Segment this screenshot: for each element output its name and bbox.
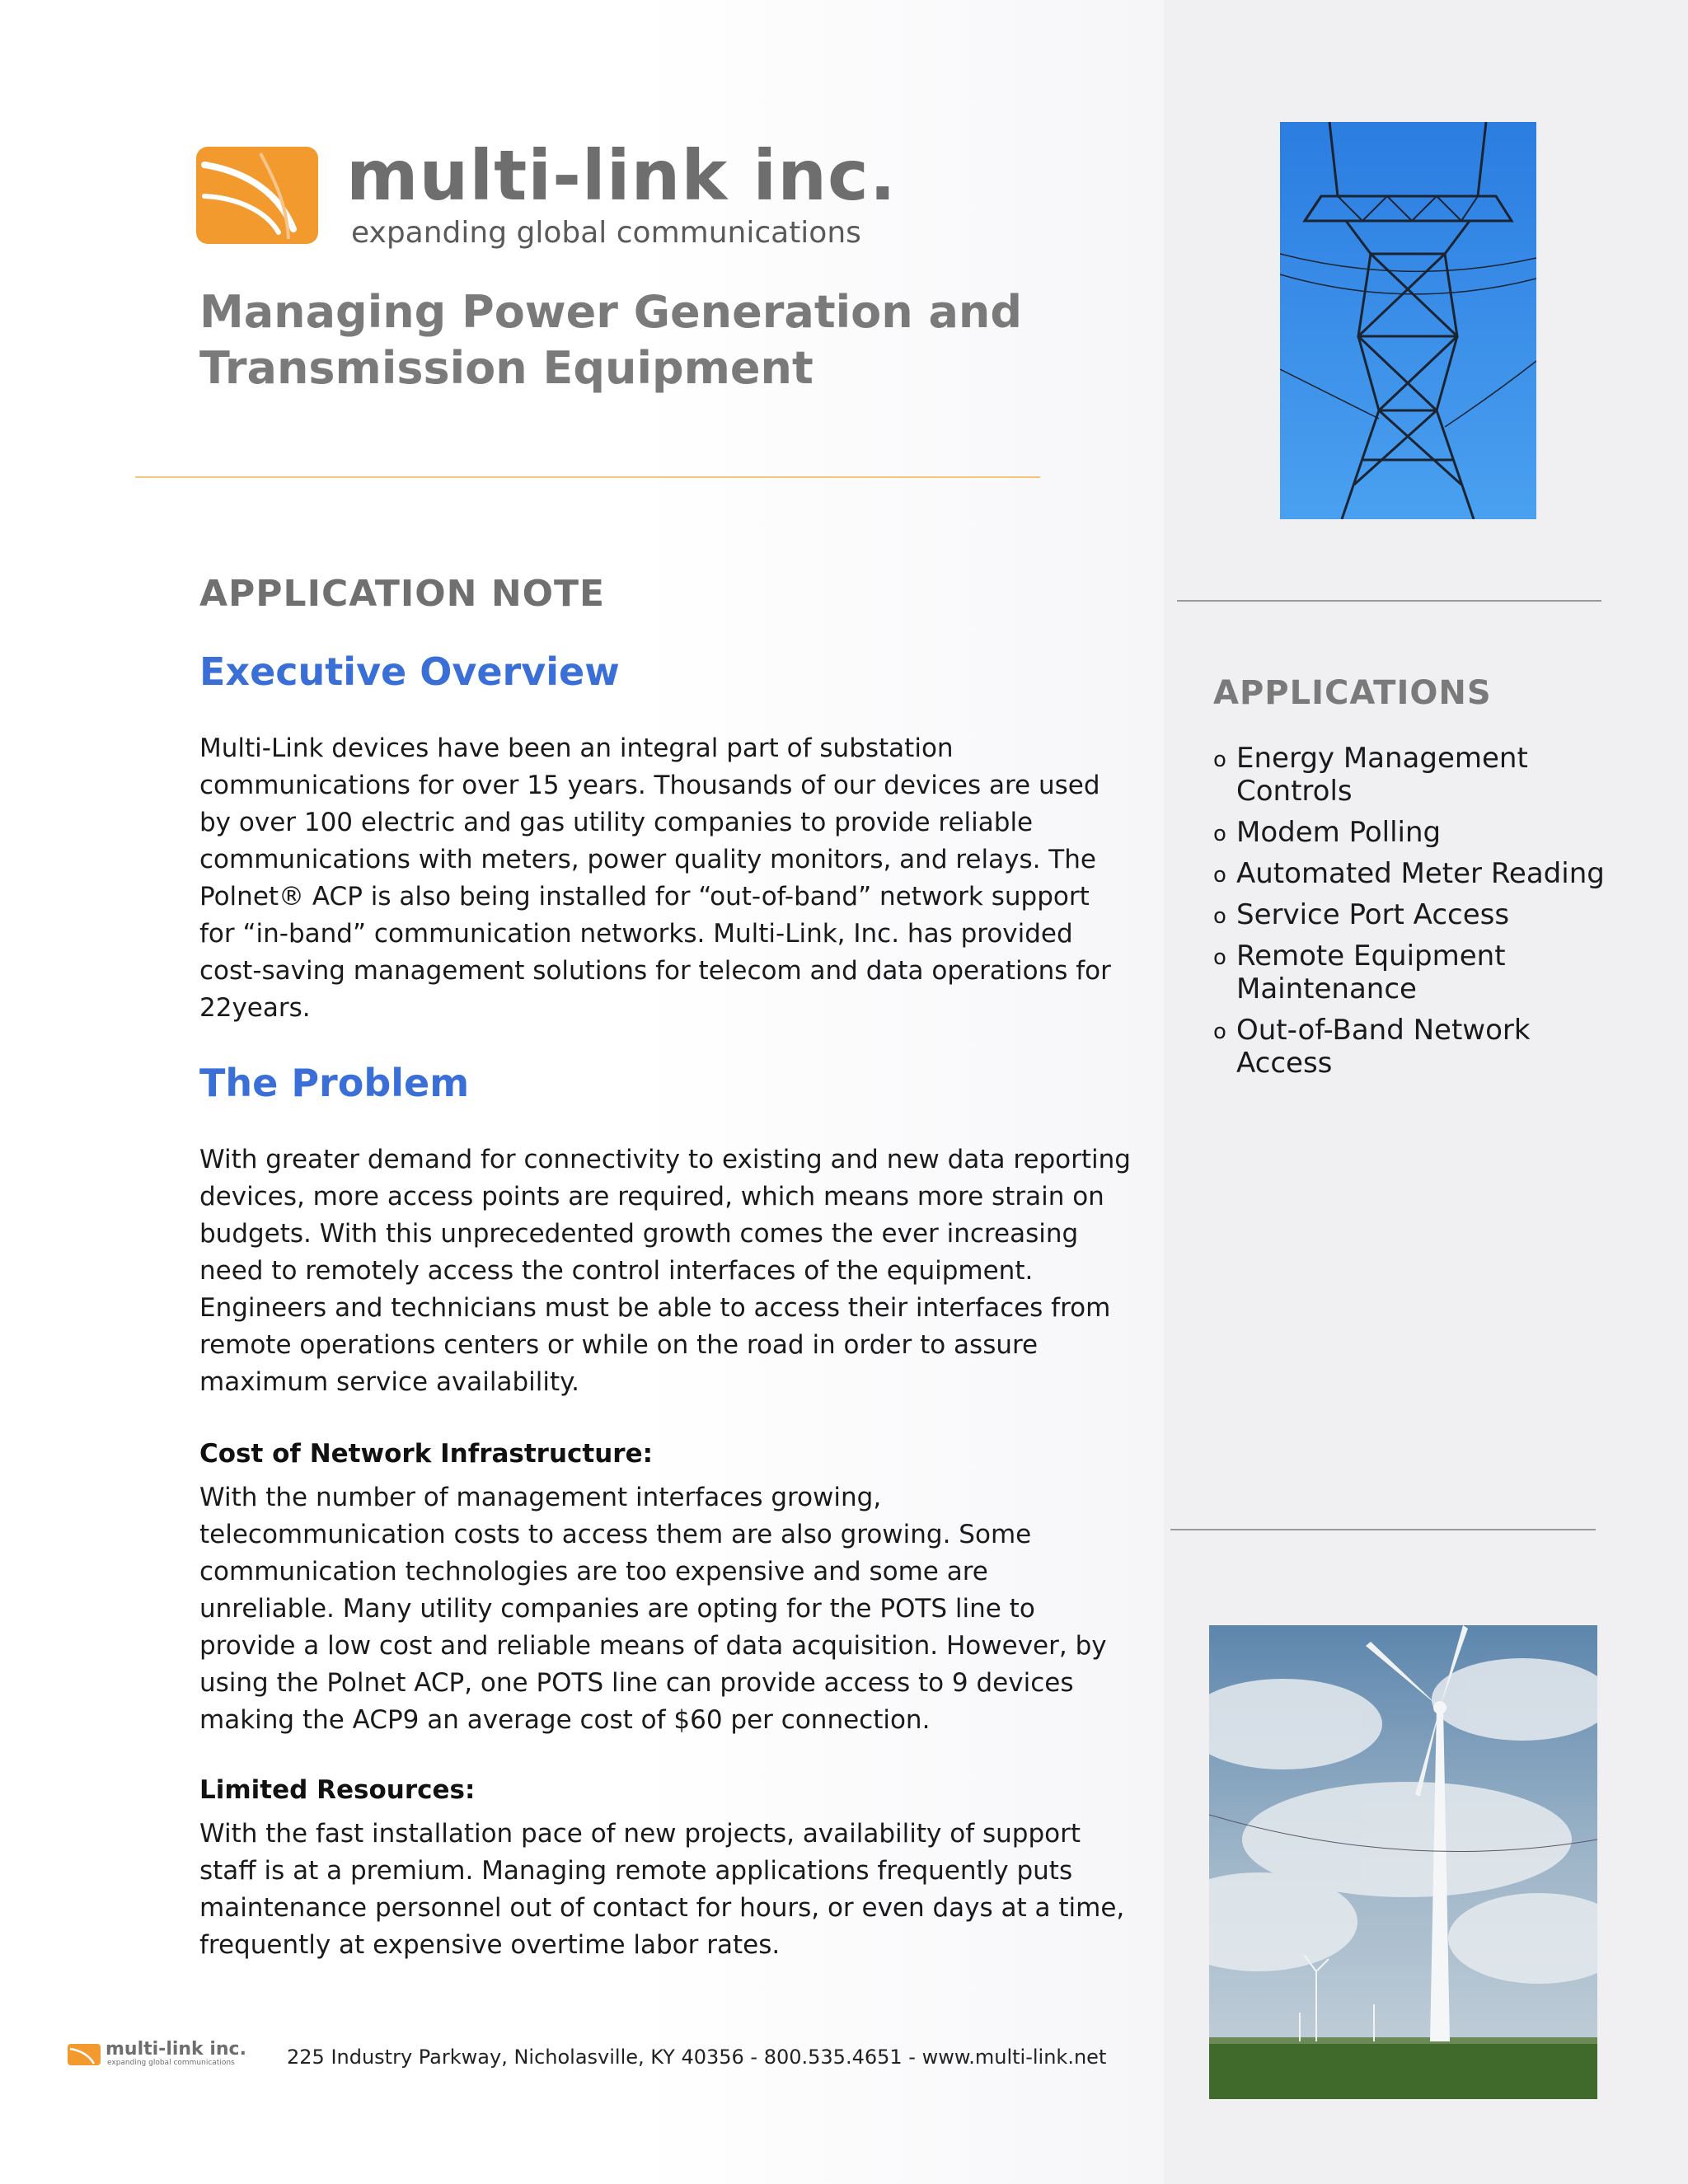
list-item: o Remote Equipment Maintenance (1213, 940, 1506, 1005)
footer-logo-wordmark: multi-link inc. (106, 2039, 246, 2060)
resources-body: With the fast installation pace of new projects, availability of support staff is at a premium. Managing remote applications frequently puts maintenance personnel out of contact for hours, or even days at a time, frequently at expensive overtime labor rates. (199, 1819, 1125, 1960)
footer-logo (68, 2039, 274, 2069)
wind-turbine-illustration (1209, 1625, 1597, 2099)
list-item: o Automated Meter Reading (1213, 857, 1605, 890)
list-item: o Out-of-Band Network Access (1213, 1014, 1531, 1080)
transmission-tower-photo (1280, 122, 1536, 519)
applications-heading: APPLICATIONS (1213, 674, 1492, 712)
cost-subheading: Cost of Network Infrastructure: (199, 1439, 654, 1469)
footer-logo-tagline: expanding global communications (107, 2059, 235, 2067)
problem-heading: The Problem (199, 1061, 470, 1105)
problem-body: With greater demand for connectivity to existing and new data reporting devices, more access points are required, which means more strain on budgets. With this unprecedented growth comes the ever increasing need to remotely access the control interfaces of the equipment. Engineers and technicians must be able to access their interfaces from remote operations centers or while on the road in order to assure maximum service availability. (199, 1145, 1131, 1397)
overview-heading: Executive Overview (199, 649, 620, 694)
logo-tagline: expanding global communications (351, 216, 861, 250)
company-logo (196, 135, 954, 254)
footer-logo-mark-icon (68, 2044, 101, 2065)
bullet-icon: o (1213, 1019, 1226, 1044)
list-item: o Service Port Access (1213, 898, 1510, 931)
bullet-icon: o (1213, 822, 1226, 846)
list-item: o Energy Management Controls (1213, 742, 1528, 808)
bullet-icon: o (1213, 748, 1226, 772)
wind-turbine-photo (1209, 1625, 1597, 2099)
logo-mark-icon (196, 147, 318, 244)
sidebar-divider-bottom (1170, 1529, 1596, 1530)
overview-body: Multi-Link devices have been an integral part of substation communications for over 15 years. Thousands of our devices are used by over 100 electric and gas utility companies to provide reliable communications with meters, power quality monitors, and relays. The Polnet® ACP is also being installed for “out-of-band” network support for “in-band” communication networks. Multi-Link, Inc. has provided cost-saving management solutions for telecom and data operations for 22years. (199, 733, 1111, 1023)
page-title: Managing Power Generation and Transmission Equipment (199, 286, 1023, 394)
applications-list (1213, 742, 1625, 1088)
document-type-label: APPLICATION NOTE (199, 573, 606, 615)
logo-wordmark: multi-link inc. (346, 135, 897, 216)
bullet-icon: o (1213, 863, 1226, 888)
sidebar-divider-top (1177, 600, 1601, 602)
bullet-icon: o (1213, 904, 1226, 929)
transmission-tower-illustration (1280, 122, 1536, 519)
title-divider (135, 476, 1040, 478)
footer-address: 225 Industry Parkway, Nicholasville, KY 40356 - 800.535.4651 - www.multi-link.net (287, 2046, 1107, 2069)
cost-body: With the number of management interfaces growing, telecommunication costs to access them are also growing. Some communication technologies are too expensive and some are unreliable. Many utility companies are opting for the POTS line to provide a low cost and reliable means of data acquisition. However, by using the Polnet ACP, one POTS line can provide access to 9 devices making the ACP9 an average cost of $60 per connection. (199, 1483, 1107, 1735)
list-item: o Modem Polling (1213, 816, 1442, 849)
bullet-icon: o (1213, 945, 1226, 970)
resources-subheading: Limited Resources: (199, 1775, 476, 1805)
